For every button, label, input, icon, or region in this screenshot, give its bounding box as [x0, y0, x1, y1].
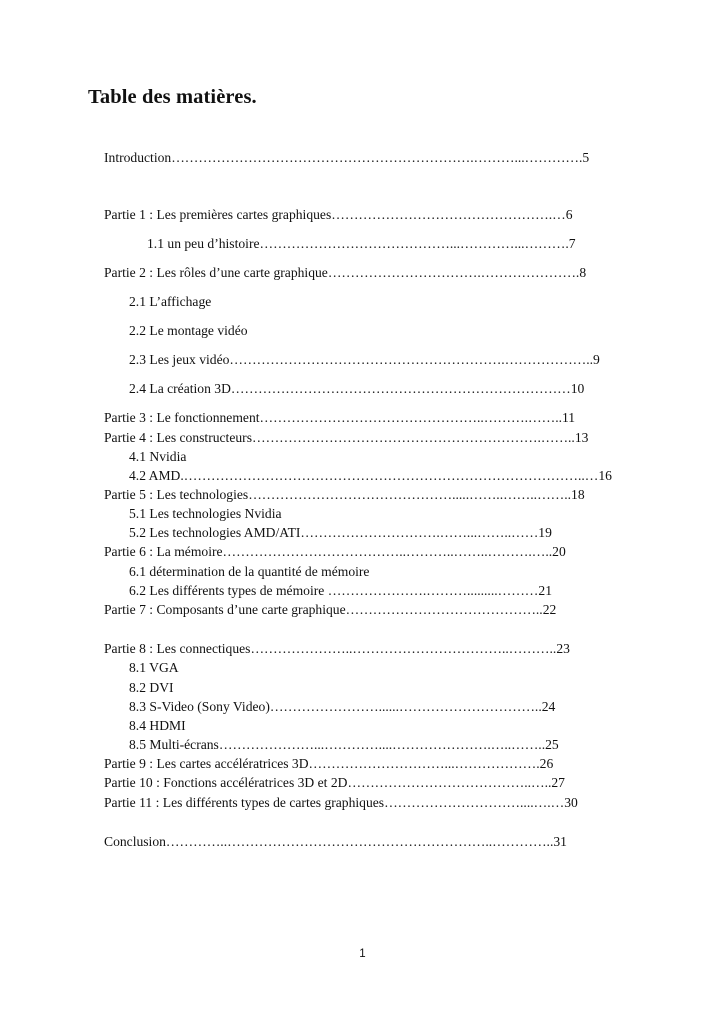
- toc-entry-2-4[interactable]: 2.4 La création 3D…………………………………………………………………10: [129, 381, 585, 396]
- toc-entry-partie-9[interactable]: Partie 9 : Les cartes accélératrices 3D…………………………...……………….26: [104, 756, 554, 771]
- page-title: Table des matières.: [88, 86, 257, 108]
- page-number: 1: [359, 948, 366, 960]
- toc-entry-partie-3[interactable]: Partie 3 : Le fonctionnement…………………………………………..……….……..11: [104, 410, 576, 425]
- toc-entry-2-3[interactable]: 2.3 Les jeux vidéo…………………………………………………….………………..9: [129, 352, 600, 367]
- toc-entry-2-2[interactable]: 2.2 Le montage vidéo: [129, 323, 248, 338]
- toc-entry-partie-1[interactable]: Partie 1 : Les premières cartes graphiques………………………………………….…6: [104, 207, 573, 222]
- toc-entry-5-1[interactable]: 5.1 Les technologies Nvidia: [129, 506, 282, 521]
- toc-entry-6-2[interactable]: 6.2 Les différents types de mémoire ………………….……….........………21: [129, 583, 552, 598]
- toc-entry-2-1[interactable]: 2.1 L’affichage: [129, 294, 212, 309]
- toc-entry-partie-7[interactable]: Partie 7 : Composants d’une carte graphique……………………………………..22: [104, 602, 557, 617]
- toc-entry-partie-5[interactable]: Partie 5 : Les technologies……………………………………….....……..……..……..18: [104, 487, 585, 502]
- toc-entry-partie-4[interactable]: Partie 4 : Les constructeurs……………………………………………………….……..13: [104, 430, 589, 445]
- toc-entry-partie-2[interactable]: Partie 2 : Les rôles d’une carte graphique…………………………….………………….8: [104, 265, 587, 280]
- toc-entry-8-2[interactable]: 8.2 DVI: [129, 680, 174, 695]
- toc-entry-conclusion[interactable]: Conclusion…………..…………………………………………………..…………..31: [104, 834, 567, 849]
- toc-entry-partie-8[interactable]: Partie 8 : Les connectiques…………………..……………………………..………..23: [104, 641, 570, 656]
- toc-entry-4-1[interactable]: 4.1 Nvidia: [129, 449, 187, 464]
- toc-entry-8-4[interactable]: 8.4 HDMI: [129, 718, 186, 733]
- toc-entry-8-5[interactable]: 8.5 Multi-écrans…………………...…………....………………….…..……..25: [129, 737, 559, 752]
- toc-entry-8-3[interactable]: 8.3 S-Video (Sony Video)……………………......…………………………..24: [129, 699, 556, 714]
- toc-entry-introduction[interactable]: Introduction………………………………………………………….………...………….5: [104, 150, 590, 165]
- toc-entry-partie-10[interactable]: Partie 10 : Fonctions accélératrices 3D et 2D…………………………………..…..27: [104, 775, 565, 790]
- toc-entry-partie-11[interactable]: Partie 11 : Les différents types de cartes graphiques…………………………....….…30: [104, 795, 578, 810]
- toc-entry-1-1[interactable]: 1.1 un peu d’histoire……………………………………...…………...……….7: [147, 236, 576, 251]
- toc-entry-4-2[interactable]: 4.2 AMD.……………………………………………………………………………..…16: [129, 468, 612, 483]
- toc-entry-partie-6[interactable]: Partie 6 : La mémoire…………………………………..………..……..……….…..20: [104, 544, 566, 559]
- toc-entry-5-2[interactable]: 5.2 Les technologies AMD/ATI………………………….……...……..……19: [129, 525, 552, 540]
- toc-entry-6-1[interactable]: 6.1 détermination de la quantité de mémoire: [129, 564, 370, 579]
- toc-entry-8-1[interactable]: 8.1 VGA: [129, 660, 179, 675]
